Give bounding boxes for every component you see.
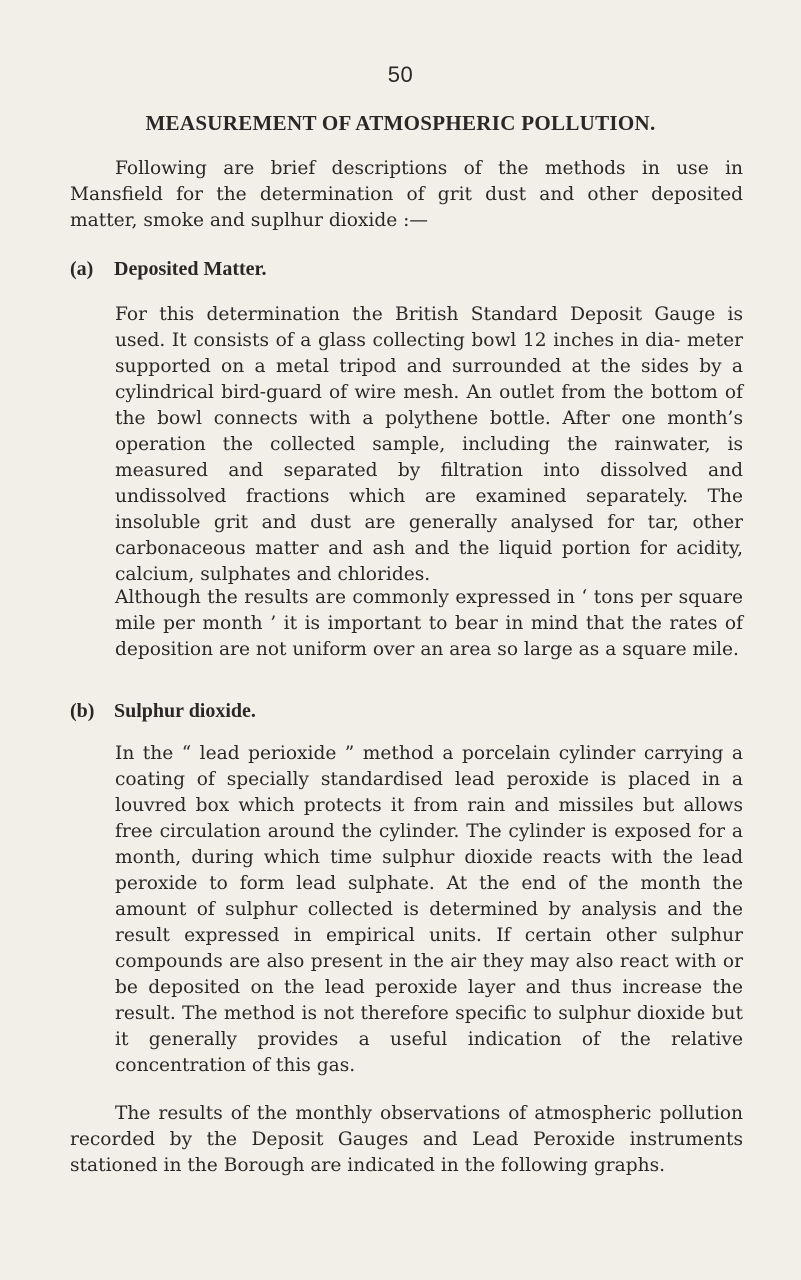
intro-paragraph: Following are brief descriptions of the methods in use in Mansfield for the determination of grit dust and other deposited matter, smoke and suplhur dioxide :—: [70, 158, 743, 231]
section-heading-text: Sulphur dioxide.: [114, 700, 256, 722]
page-number: 50: [387, 62, 414, 87]
section-marker: (b): [70, 700, 95, 722]
section-heading-text: Deposited Matter.: [114, 258, 267, 280]
page-title: MEASUREMENT OF ATMOSPHERIC POLLUTION.: [145, 111, 656, 135]
section-heading-deposited-matter: [70, 258, 267, 281]
sulphur-dioxide-paragraph-1: In the “ lead perioxide ” method a porcelain cylinder carrying a coating of specially standardised lead peroxide is placed in a louvred box which protects it from rain and missiles but allows free circulation around the cylinder. The cylinder is exposed for a month, during which time sulphur dioxide reacts with the lead peroxide to form lead sulphate. At the end of the month the amount of sulphur collected is determined by analysis and the result expressed in empirical units. If certain other sulphur compounds are also present in the air they may also react with or be deposited on the lead peroxide layer and thus increase the result. The method is not therefore specific to sulphur dioxide but it generally provides a useful indication of the relative concentration of this gas.: [115, 743, 743, 1076]
deposited-matter-paragraph-2: Although the results are commonly expressed in ‘ tons per square mile per month ’ it is important to bear in mind that the rates of deposition are not uniform over an area so large as a square mile.: [115, 587, 743, 660]
section-marker: (a): [70, 258, 94, 280]
deposited-matter-paragraph-1: For this determination the British Standard Deposit Gauge is used. It consists of a glass collecting bowl 12 inches in dia- meter supported on a metal tripod and surrounded at the sides by a cylindrical bird-guard of wire mesh. An outlet from the bottom of the bowl connects with a polythene bottle. After one month’s operation the collected sample, including the rainwater, is measured and separated by filtration into dissolved and undissolved fractions which are examined separately. The insoluble grit and dust are generally analysed for tar, other carbonaceous matter and ash and the liquid portion for acidity, calcium, sulphates and chlorides.: [115, 304, 743, 585]
section-heading-sulphur-dioxide: [70, 700, 256, 723]
closing-paragraph: The results of the monthly observations of atmospheric pollution recorded by the Deposit Gauges and Lead Peroxide instruments stationed in the Borough are indicated in the following graphs.: [70, 1103, 743, 1176]
